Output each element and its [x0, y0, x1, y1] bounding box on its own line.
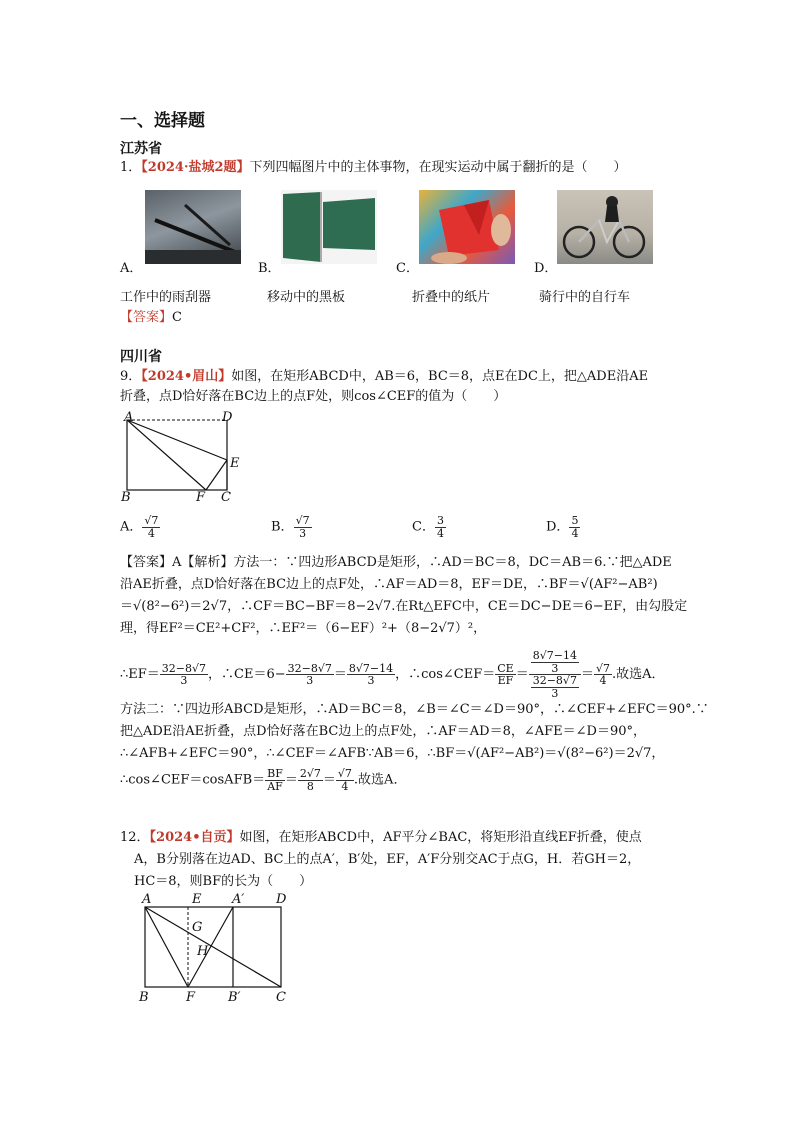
solution-line: ∴∠AFB+∠EFC＝90°，∴∠CEF＝∠AFB∵AB＝6，∴BF＝√(AF²−AB²)＝√(8²−6²)＝2√7， — [120, 746, 665, 761]
option-letter: C． — [412, 519, 435, 535]
diagonal-ac — [145, 907, 281, 987]
solution-line-fractions — [120, 650, 665, 699]
province-heading: 江苏省 — [120, 141, 162, 157]
option-letter: B． — [271, 519, 294, 535]
fraction-denominator: 3 — [367, 674, 375, 688]
question-1-stem — [120, 158, 627, 178]
solution-text: ＝ — [333, 667, 347, 683]
option-a — [120, 515, 160, 539]
point-label-c: C — [276, 990, 286, 1005]
option-b — [271, 515, 312, 539]
option-c — [412, 515, 446, 539]
point-label-f: F — [196, 490, 206, 505]
point-label-c: C — [221, 490, 231, 505]
question-source: 【2024•眉山】 — [141, 369, 232, 384]
solution-text: ∴EF＝ — [120, 667, 160, 683]
fraction-numerator: √7 — [595, 661, 610, 675]
answer-value: C — [172, 310, 182, 325]
solution-text: .故选A． — [353, 772, 407, 788]
question-12-stem-line — [120, 828, 642, 848]
question-number: 9． — [120, 369, 142, 384]
solution-text: ＝ — [284, 772, 298, 788]
solution-text: ，∴CE＝6− — [208, 667, 286, 683]
question-text: 如图，在矩形ABCD中，AF平分∠BAC，将矩形沿直线EF折叠，使点 — [239, 830, 642, 845]
option-caption-c: 折叠中的纸片 — [412, 290, 491, 305]
option-letter-b: B． — [258, 261, 281, 276]
fraction-denominator: 3 — [551, 686, 559, 700]
fraction-denominator: 8 — [306, 779, 314, 793]
solution-line: 方法二：∵四边形ABCD是矩形，∴AD＝BC＝8，∠B＝∠C＝∠D＝90°，∴∠CEF+∠EFC＝90°.∵ — [120, 702, 709, 717]
wiper-icon — [145, 190, 241, 264]
segment-fe — [206, 460, 227, 490]
paper-folding-icon — [419, 190, 515, 264]
question-9-stem-line: 折叠，点D恰好落在BC边上的点F处，则cos∠CEF的值为（ ） — [120, 389, 507, 404]
fraction-denominator: EF — [497, 674, 514, 688]
option-denominator: 4 — [571, 526, 579, 540]
point-label-b: B — [139, 990, 149, 1005]
point-label-d: D — [222, 410, 233, 425]
question-source: 【2024•自贡】 — [149, 830, 240, 845]
segment-a-prime-f — [188, 907, 233, 987]
solution-line-fractions — [120, 768, 406, 792]
fraction-denominator: AF — [267, 779, 283, 793]
option-numerator: 3 — [436, 514, 444, 527]
paper-folding-photo — [419, 190, 515, 264]
blackboard-photo — [281, 190, 377, 264]
section-title: 一、选择题 — [120, 111, 205, 131]
bicycle-icon — [557, 190, 653, 264]
wiper-photo — [145, 190, 241, 264]
point-label-e: E — [230, 456, 240, 471]
compound-fraction — [529, 650, 581, 699]
segment-af — [127, 420, 206, 490]
solution-line: 沿AE折叠，点D恰好落在BC边上的点F处，∴AF＝AD＝8，EF＝DE，∴BF＝√(AF²−AB²) — [120, 577, 658, 592]
bicycle-photo — [557, 190, 653, 264]
fraction-numerator: √7 — [337, 767, 352, 780]
solution-line: 理，得EF²＝CE²+CF²，∴EF²＝（6−EF）²+（8−2√7）²， — [120, 621, 487, 636]
solution-line: 【答案】A【解析】方法一：∵四边形ABCD是矩形，∴AD＝BC＝8，DC＝AB＝6.∵把△ADE — [120, 555, 672, 570]
blackboard-icon — [281, 190, 377, 264]
solution-text: ＝ — [580, 667, 594, 683]
fraction-numerator: 2√7 — [299, 767, 321, 780]
option-denominator: 4 — [147, 526, 155, 540]
point-label-f: F — [186, 990, 196, 1005]
option-numerator: √7 — [295, 514, 310, 527]
solution-text: .故选A． — [611, 667, 665, 683]
option-numerator: √7 — [144, 514, 159, 527]
point-label-a: A — [142, 892, 152, 907]
fraction-denominator: 3 — [306, 674, 314, 688]
fraction-denominator: 4 — [341, 779, 349, 793]
solution-text: ，∴cos∠CEF＝ — [395, 667, 496, 683]
question-12-stem-line: HC＝8，则BF的长为（ ） — [134, 874, 313, 889]
point-label-e: E — [192, 892, 202, 907]
fraction-denominator: 3 — [180, 674, 188, 688]
point-label-a-prime: A′ — [232, 892, 245, 907]
point-label-h: H — [197, 944, 209, 959]
fraction-numerator: 32−8√7 — [161, 661, 207, 675]
option-caption-b: 移动中的黑板 — [267, 290, 346, 305]
option-caption-a: 工作中的雨刮器 — [120, 290, 212, 305]
question-12-stem-line: A，B分别落在边AD、BC上的点A′，B′处，EF，A′F分别交AC于点G，H．若GH＝2， — [134, 852, 641, 867]
point-label-g: G — [192, 920, 203, 935]
fraction-numerator: BF — [267, 767, 283, 780]
fraction-numerator: 8√7−14 — [348, 661, 394, 675]
question-number: 12． — [120, 830, 150, 845]
fraction-numerator: 32−8√7 — [532, 674, 577, 688]
rectangle-abcd — [127, 420, 227, 490]
solution-text: ＝ — [515, 667, 529, 683]
option-denominator: 3 — [299, 526, 307, 540]
solution-text: ＝ — [322, 772, 336, 788]
fraction-numerator: CE — [497, 661, 514, 675]
point-label-d: D — [276, 892, 287, 907]
fraction-numerator: 32−8√7 — [287, 661, 332, 675]
point-label-a: A — [124, 410, 134, 425]
option-d — [546, 515, 580, 539]
option-caption-d: 骑行中的自行车 — [539, 290, 631, 305]
option-letter-c: C． — [396, 261, 419, 276]
option-letter: D． — [546, 519, 570, 535]
fraction-denominator: 3 — [551, 661, 559, 675]
question-source: 【2024·盐城2题】 — [141, 160, 250, 175]
option-numerator: 5 — [571, 514, 579, 527]
rectangle-fold-figure-2 — [136, 895, 296, 1005]
option-denominator: 4 — [436, 526, 444, 540]
fraction-numerator: 8√7−14 — [532, 649, 577, 662]
option-letter: A． — [120, 519, 143, 535]
solution-line: ＝√(8²−6²)＝2√7，∴CF＝BC−BF＝8−2√7.在Rt△EFC中，CE＝DC−DE＝6−EF，由勾股定 — [120, 599, 688, 614]
fraction-denominator: 4 — [599, 674, 607, 688]
answer-line — [120, 306, 182, 325]
solution-text: ∴cos∠CEF＝cosAFB＝ — [120, 772, 266, 788]
option-letter-a: A． — [120, 261, 143, 276]
fold-line-ae — [127, 420, 227, 460]
question-number: 1． — [120, 160, 142, 175]
option-letter-d: D． — [534, 261, 558, 276]
province-heading: 四川省 — [120, 349, 162, 365]
question-text: 下列四幅图片中的主体事物，在现实运动中属于翻折的是（ ） — [249, 160, 627, 175]
question-9-stem-line — [120, 367, 648, 387]
solution-line: 把△ADE沿AE折叠，点D恰好落在BC边上的点F处，∴AF＝AD＝8，∠AFE＝∠D＝90°， — [120, 724, 646, 739]
point-label-b: B — [121, 490, 131, 505]
point-label-b-prime: B′ — [228, 990, 241, 1005]
answer-label: 【答案】 — [120, 310, 173, 325]
question-text: 如图，在矩形ABCD中，AB＝6，BC＝8，点E在DC上，把△ADE沿AE — [231, 369, 649, 384]
